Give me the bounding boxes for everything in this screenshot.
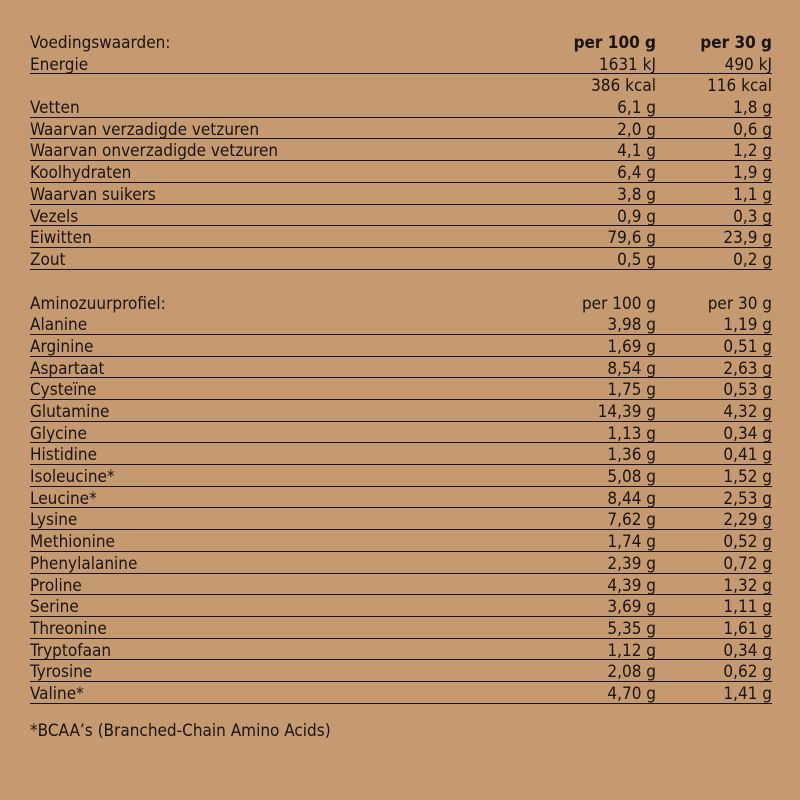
amino-row <box>30 576 772 598</box>
leader-line <box>30 594 772 595</box>
row-value-per-100g: 4,39 g <box>607 575 656 596</box>
nutrition-row <box>30 185 772 207</box>
row-value-per-30g: 0,34 g <box>723 423 772 444</box>
row-label: Serine <box>30 597 79 618</box>
row-value-per-30g: 0,6 g <box>733 119 772 140</box>
amino-row <box>30 337 772 359</box>
row-label: Glycine <box>30 423 87 444</box>
leader-line <box>30 73 772 74</box>
row-value-per-30g: 0,51 g <box>723 336 772 357</box>
row-value-per-30g: 23,9 g <box>723 228 772 249</box>
row-label: Alanine <box>30 315 88 336</box>
leader-line <box>30 681 772 682</box>
row-value-per-100g: 1,74 g <box>607 532 656 553</box>
leader-line <box>30 616 772 617</box>
row-label: Eiwitten <box>30 228 92 249</box>
row-value-per-30g: 2,53 g <box>723 488 772 509</box>
amino-row <box>30 380 772 402</box>
row-value-per-30g: 490 kJ <box>724 54 772 75</box>
amino-row <box>30 662 772 684</box>
row-value-per-30g: 1,8 g <box>733 98 772 119</box>
row-value-per-100g: 1,13 g <box>607 423 656 444</box>
row-value-per-30g: 1,19 g <box>723 315 772 336</box>
row-value-per-100g: 79,6 g <box>607 228 656 249</box>
row-value-per-30g: 0,72 g <box>723 553 772 574</box>
row-value-per-30g: 1,1 g <box>733 184 772 205</box>
row-label: Lysine <box>30 510 78 531</box>
section-gap <box>30 272 772 294</box>
nutrition-title: Voedingswaarden: <box>30 33 171 53</box>
amino-row <box>30 445 772 467</box>
row-value-per-30g: 1,11 g <box>723 597 772 618</box>
row-label: Threonine <box>30 618 107 639</box>
amino-row <box>30 424 772 446</box>
leader-line <box>30 551 772 552</box>
amino-row <box>30 554 772 576</box>
row-label: Vetten <box>30 98 80 119</box>
row-value-per-100g: 0,5 g <box>617 249 656 270</box>
nutrition-row <box>30 250 772 272</box>
row-label: Vezels <box>30 206 79 227</box>
amino-row <box>30 641 772 663</box>
leader-line <box>30 247 772 248</box>
leader-line <box>30 703 772 704</box>
leader-line <box>30 182 772 183</box>
row-label: Energie <box>30 54 89 75</box>
row-value-per-30g: 1,41 g <box>723 683 772 704</box>
leader-line <box>30 659 772 660</box>
row-value-per-30g: 0,52 g <box>723 532 772 553</box>
row-label: Cysteïne <box>30 380 97 401</box>
nutrition-row <box>30 76 772 98</box>
amino-col2-header: per 30 g <box>707 293 772 314</box>
row-value-per-100g: 8,54 g <box>607 358 656 379</box>
amino-row <box>30 359 772 381</box>
row-value-per-100g: 3,69 g <box>607 597 656 618</box>
nutrition-rows <box>30 55 772 272</box>
row-label: Waarvan verzadigde vetzuren <box>30 119 260 140</box>
row-value-per-30g: 1,52 g <box>723 467 772 488</box>
row-value-per-100g: 5,35 g <box>607 618 656 639</box>
row-value-per-30g: 0,34 g <box>723 640 772 661</box>
row-label: Aspartaat <box>30 358 105 379</box>
leader-line <box>30 399 772 400</box>
row-value-per-100g: 2,08 g <box>607 662 656 683</box>
nutrition-panel <box>30 33 772 706</box>
nutrition-row <box>30 228 772 250</box>
amino-row <box>30 619 772 641</box>
nutrition-row <box>30 141 772 163</box>
row-value-per-30g: 2,63 g <box>723 358 772 379</box>
row-value-per-100g: 6,1 g <box>617 98 656 119</box>
leader-line <box>30 356 772 357</box>
nutrition-col2-header: per 30 g <box>700 33 772 53</box>
amino-row <box>30 510 772 532</box>
row-value-per-30g: 1,32 g <box>723 575 772 596</box>
row-label: Glutamine <box>30 402 110 422</box>
amino-rows <box>30 315 772 705</box>
amino-row <box>30 467 772 489</box>
row-label: Isoleucine* <box>30 467 115 488</box>
amino-row <box>30 684 772 706</box>
amino-row <box>30 402 772 424</box>
row-label: Koolhydraten <box>30 163 132 184</box>
row-value-per-30g: 2,29 g <box>723 510 772 531</box>
nutrition-row <box>30 120 772 142</box>
row-value-per-100g: 386 kcal <box>591 76 656 97</box>
nutrition-header-row <box>30 33 772 55</box>
amino-row <box>30 597 772 619</box>
leader-line <box>30 573 772 574</box>
row-label: Valine* <box>30 683 84 704</box>
row-label: Proline <box>30 575 82 596</box>
footnote: *BCAA’s (Branched-Chain Amino Acids) <box>30 721 331 741</box>
leader-line <box>30 486 772 487</box>
row-value-per-100g: 1,75 g <box>607 380 656 401</box>
row-label: Tyrosine <box>30 662 93 683</box>
row-value-per-30g: 0,41 g <box>723 445 772 466</box>
row-label: Phenylalanine <box>30 553 138 574</box>
row-value-per-100g: 3,8 g <box>617 184 656 205</box>
row-label: Tryptofaan <box>30 640 112 661</box>
row-label: Histidine <box>30 445 98 466</box>
row-value-per-100g: 14,39 g <box>597 402 656 422</box>
row-value-per-30g: 116 kcal <box>707 76 772 97</box>
row-label: Zout <box>30 249 66 270</box>
leader-line <box>30 464 772 465</box>
row-value-per-100g: 2,39 g <box>607 553 656 574</box>
row-value-per-100g: 1,69 g <box>607 336 656 357</box>
row-value-per-100g: 1631 kJ <box>598 54 656 75</box>
nutrition-row <box>30 207 772 229</box>
leader-line <box>30 334 772 335</box>
row-value-per-30g: 1,9 g <box>733 163 772 184</box>
leader-line <box>30 269 772 270</box>
leader-line <box>30 529 772 530</box>
row-value-per-30g: 0,53 g <box>723 380 772 401</box>
amino-row <box>30 315 772 337</box>
row-label: Methionine <box>30 532 115 553</box>
nutrition-row <box>30 55 772 77</box>
amino-title: Aminozuurprofiel: <box>30 293 166 314</box>
leader-line <box>30 377 772 378</box>
row-value-per-30g: 0,2 g <box>733 249 772 270</box>
row-value-per-100g: 4,70 g <box>607 683 656 704</box>
row-label: Waarvan onverzadigde vetzuren <box>30 141 279 162</box>
row-value-per-100g: 3,98 g <box>607 315 656 336</box>
row-value-per-100g: 6,4 g <box>617 163 656 184</box>
leader-line <box>30 421 772 422</box>
row-value-per-100g: 5,08 g <box>607 467 656 488</box>
amino-row <box>30 489 772 511</box>
row-value-per-30g: 1,61 g <box>723 618 772 639</box>
leader-line <box>30 442 772 443</box>
row-value-per-30g: 1,2 g <box>733 141 772 162</box>
row-value-per-100g: 7,62 g <box>607 510 656 531</box>
row-value-per-100g: 8,44 g <box>607 488 656 509</box>
row-value-per-30g: 4,32 g <box>723 402 772 422</box>
row-value-per-100g: 4,1 g <box>617 141 656 162</box>
nutrition-row <box>30 163 772 185</box>
row-value-per-100g: 2,0 g <box>617 119 656 140</box>
row-value-per-100g: 0,9 g <box>617 206 656 227</box>
nutrition-col1-header: per 100 g <box>573 33 656 53</box>
row-value-per-30g: 0,62 g <box>723 662 772 683</box>
amino-row <box>30 532 772 554</box>
nutrition-row <box>30 98 772 120</box>
amino-col1-header: per 100 g <box>581 293 656 314</box>
leader-line <box>30 225 772 226</box>
row-label: Leucine* <box>30 488 97 509</box>
amino-header-row <box>30 294 772 316</box>
row-value-per-100g: 1,12 g <box>607 640 656 661</box>
leader-line <box>30 507 772 508</box>
row-label: Waarvan suikers <box>30 184 156 205</box>
leader-line <box>30 638 772 639</box>
row-value-per-100g: 1,36 g <box>607 445 656 466</box>
row-label: Arginine <box>30 336 94 357</box>
row-value-per-30g: 0,3 g <box>733 206 772 227</box>
leader-line <box>30 117 772 118</box>
